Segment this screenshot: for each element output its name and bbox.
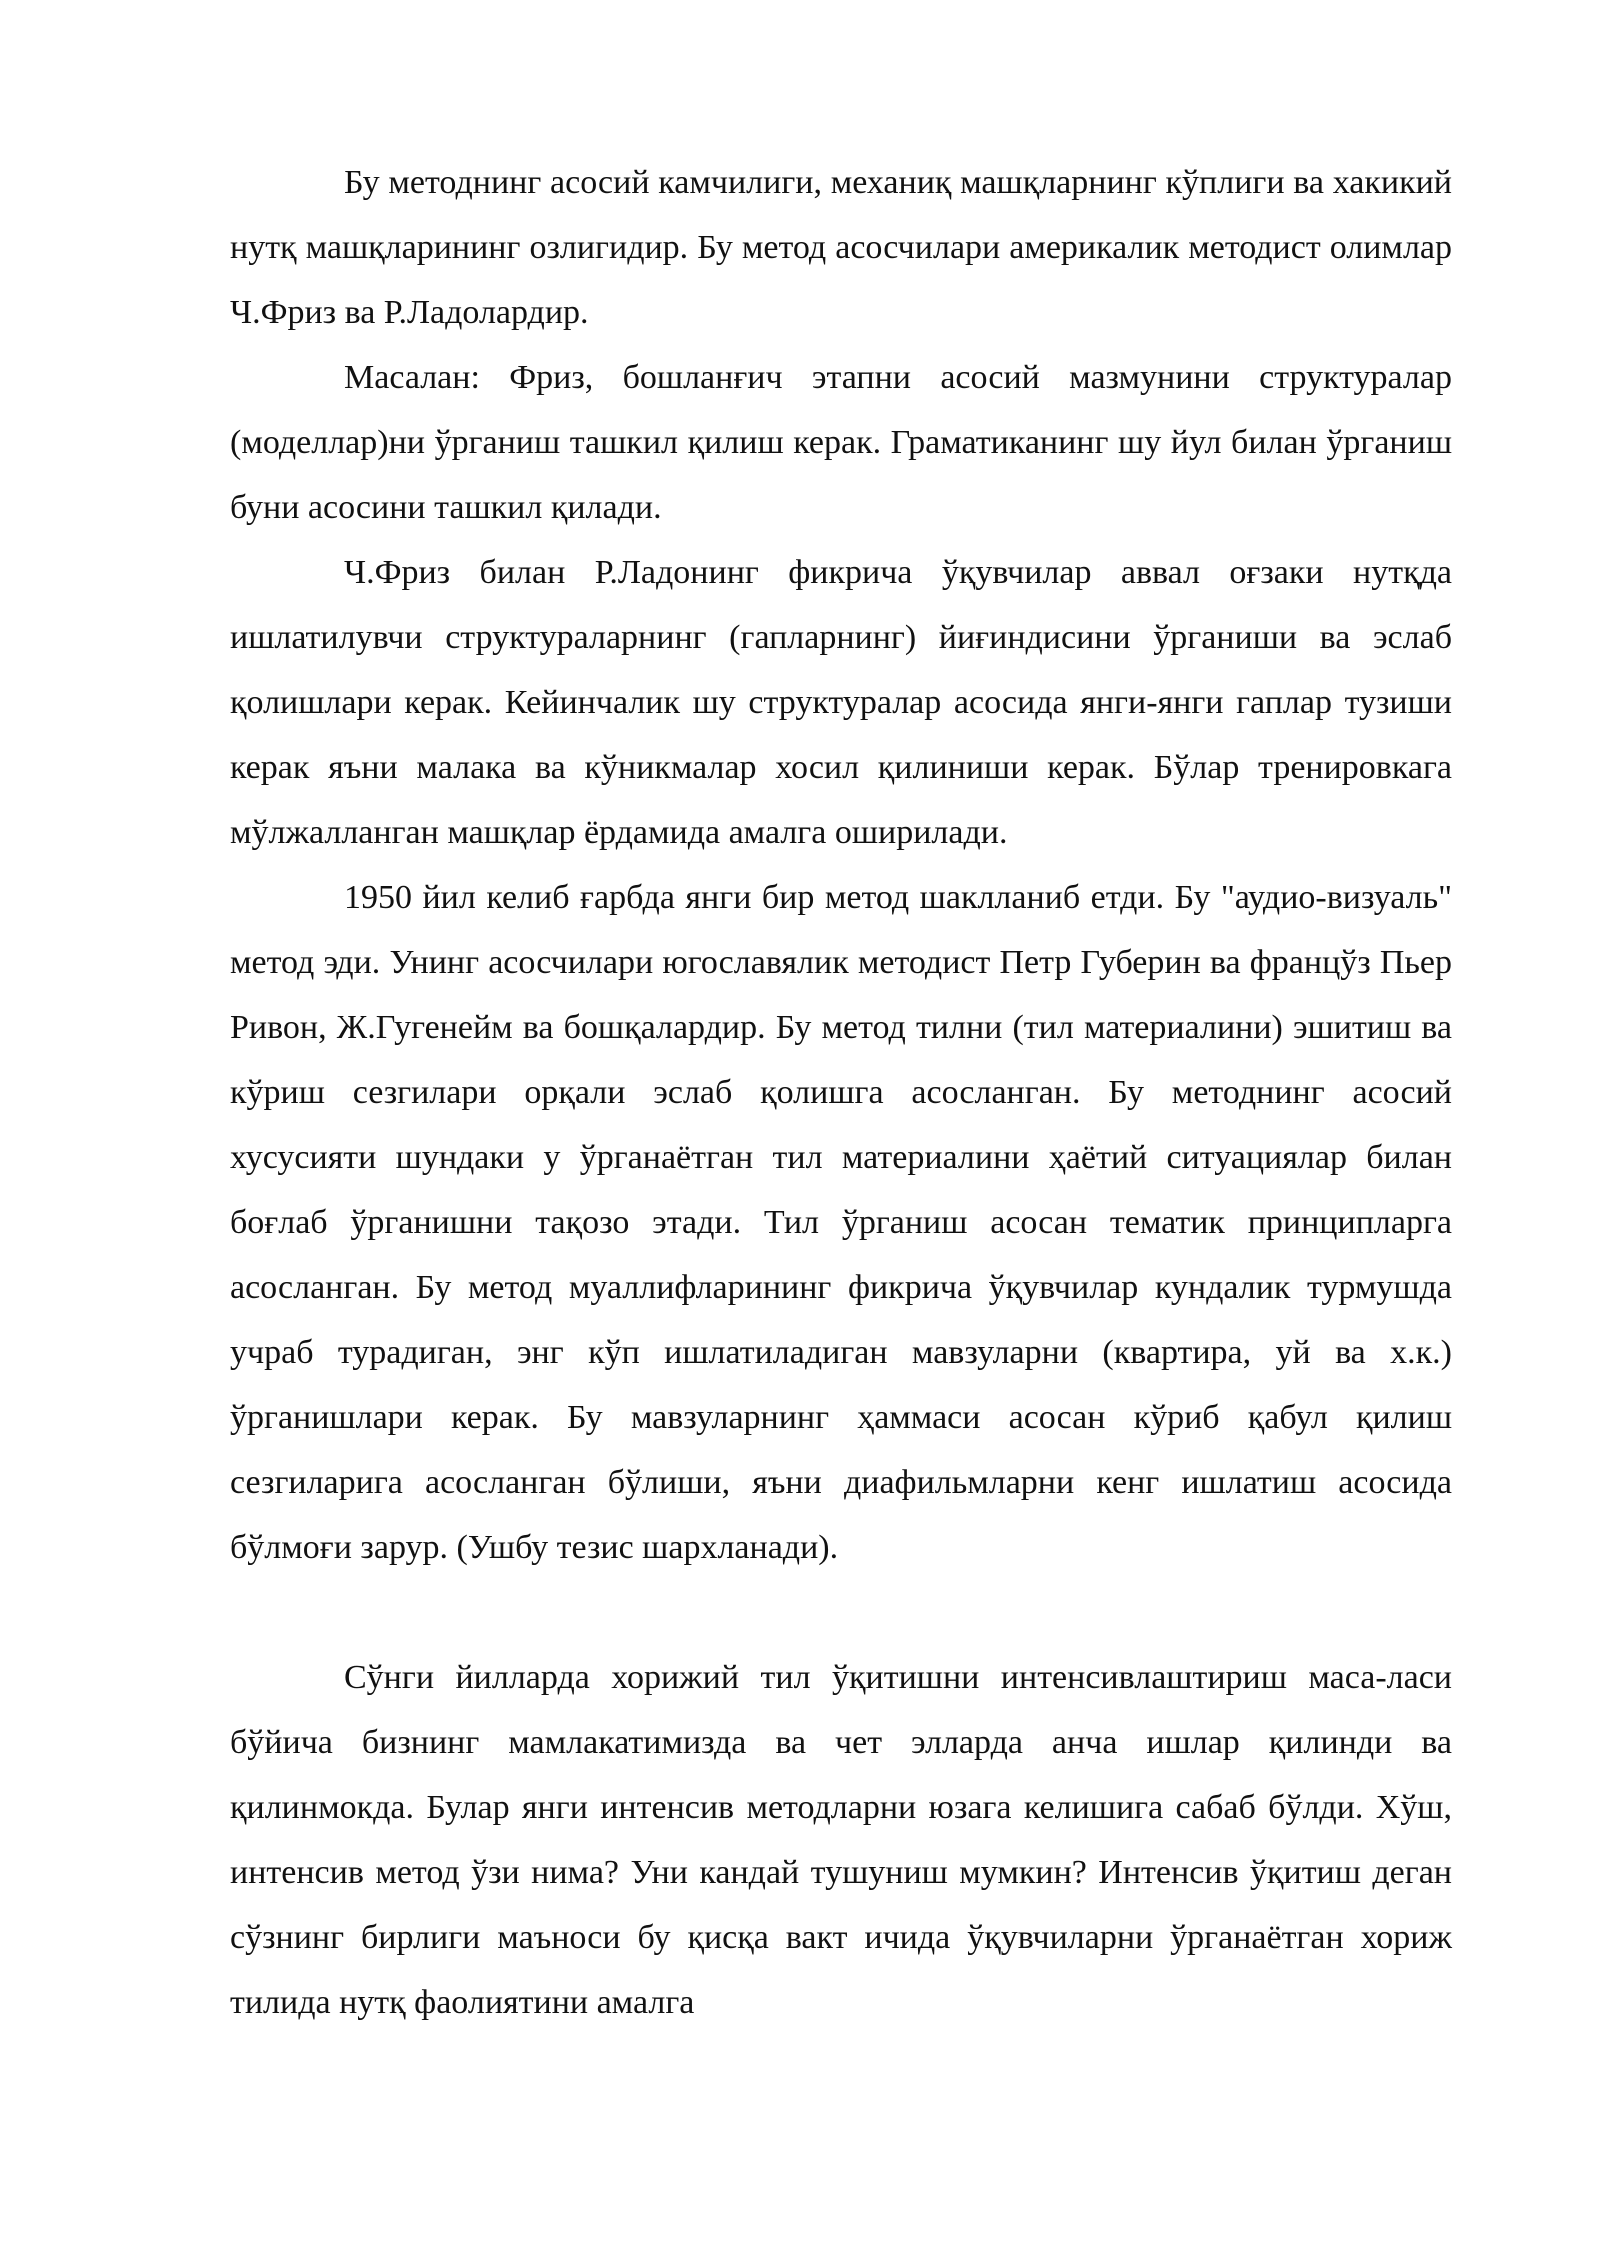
paragraph-gap	[230, 1580, 1452, 1645]
paragraph: Ч.Фриз билан Р.Ладонинг фикрича ўқувчилар аввал оғзаки нутқда ишлатилувчи структураларнинг (гапларнинг) йиғиндисини ўрганиши ва эслаб қолишлари керак. Кейинчалик шу структуралар асосида янги-янги гаплар тузиши керак яъни малака ва кўникмалар хосил қилиниши керак. Бўлар тренировкага мўлжалланган машқлар ёрдамида амалга оширилади.	[230, 554, 1452, 851]
paragraph: Масалан: Фриз, бошланғич этапни асосий мазмунини структуралар (моделлар)ни ўрганиш ташкил қилиш керак. Граматиканинг шу йул билан ўрганиш буни асосини ташкил қилади.	[230, 359, 1452, 526]
paragraph: Бу методнинг асосий камчилиги, механиқ машқларнинг кўплиги ва хакикий нутқ машқларининг озлигидир. Бу метод асосчилари америкалик методист олимлар Ч.Фриз ва Р.Ладолардир.	[230, 164, 1452, 331]
paragraph: Сўнги йилларда хорижий тил ўқитишни интенсивлаштириш маса-ласи бўйича бизнинг мамлакатимизда ва чет элларда анча ишлар қилинди ва қилинмокда. Булар янги интенсив методларни юзага келишига сабаб бўлди. Хўш, интенсив метод ўзи нима? Уни кандай тушуниш мумкин? Интенсив ўқитиш деган сўзнинг бирлиги маъноси бу қисқа вакт ичида ўқувчиларни ўрганаётган хориж тилида нутқ фаолиятини амалга	[230, 1659, 1452, 2021]
paragraph: 1950 йил келиб ғарбда янги бир метод шаклланиб етди. Бу "аудио-визуаль" метод эди. Унинг асосчилари югославялик методист Петр Губерин ва францўз Пьер Ривон, Ж.Гугенейм ва бошқалардир. Бу метод тилни (тил материалини) эшитиш ва кўриш сезгилари орқали эслаб қолишга асосланган. Бу методнинг асосий хусусияти шундаки у ўрганаётган тил материалини ҳаётий ситуациялар билан боғлаб ўрганишни тақозо этади. Тил ўрганиш асосан тематик принципларга асосланган. Бу метод муаллифларининг фикрича ўқувчилар кундалик турмушда учраб турадиган, энг кўп ишлатиладиган мавзуларни (квартира, уй ва х.к.) ўрганишлари керак. Бу мавзуларнинг ҳаммаси асосан кўриб қабул қилиш сезгиларига асосланган бўлиши, яъни диафильмларни кенг ишлатиш асосида бўлмоғи зарур. (Ушбу тезис шархланади).	[230, 879, 1452, 1566]
document-page	[230, 150, 1452, 2035]
